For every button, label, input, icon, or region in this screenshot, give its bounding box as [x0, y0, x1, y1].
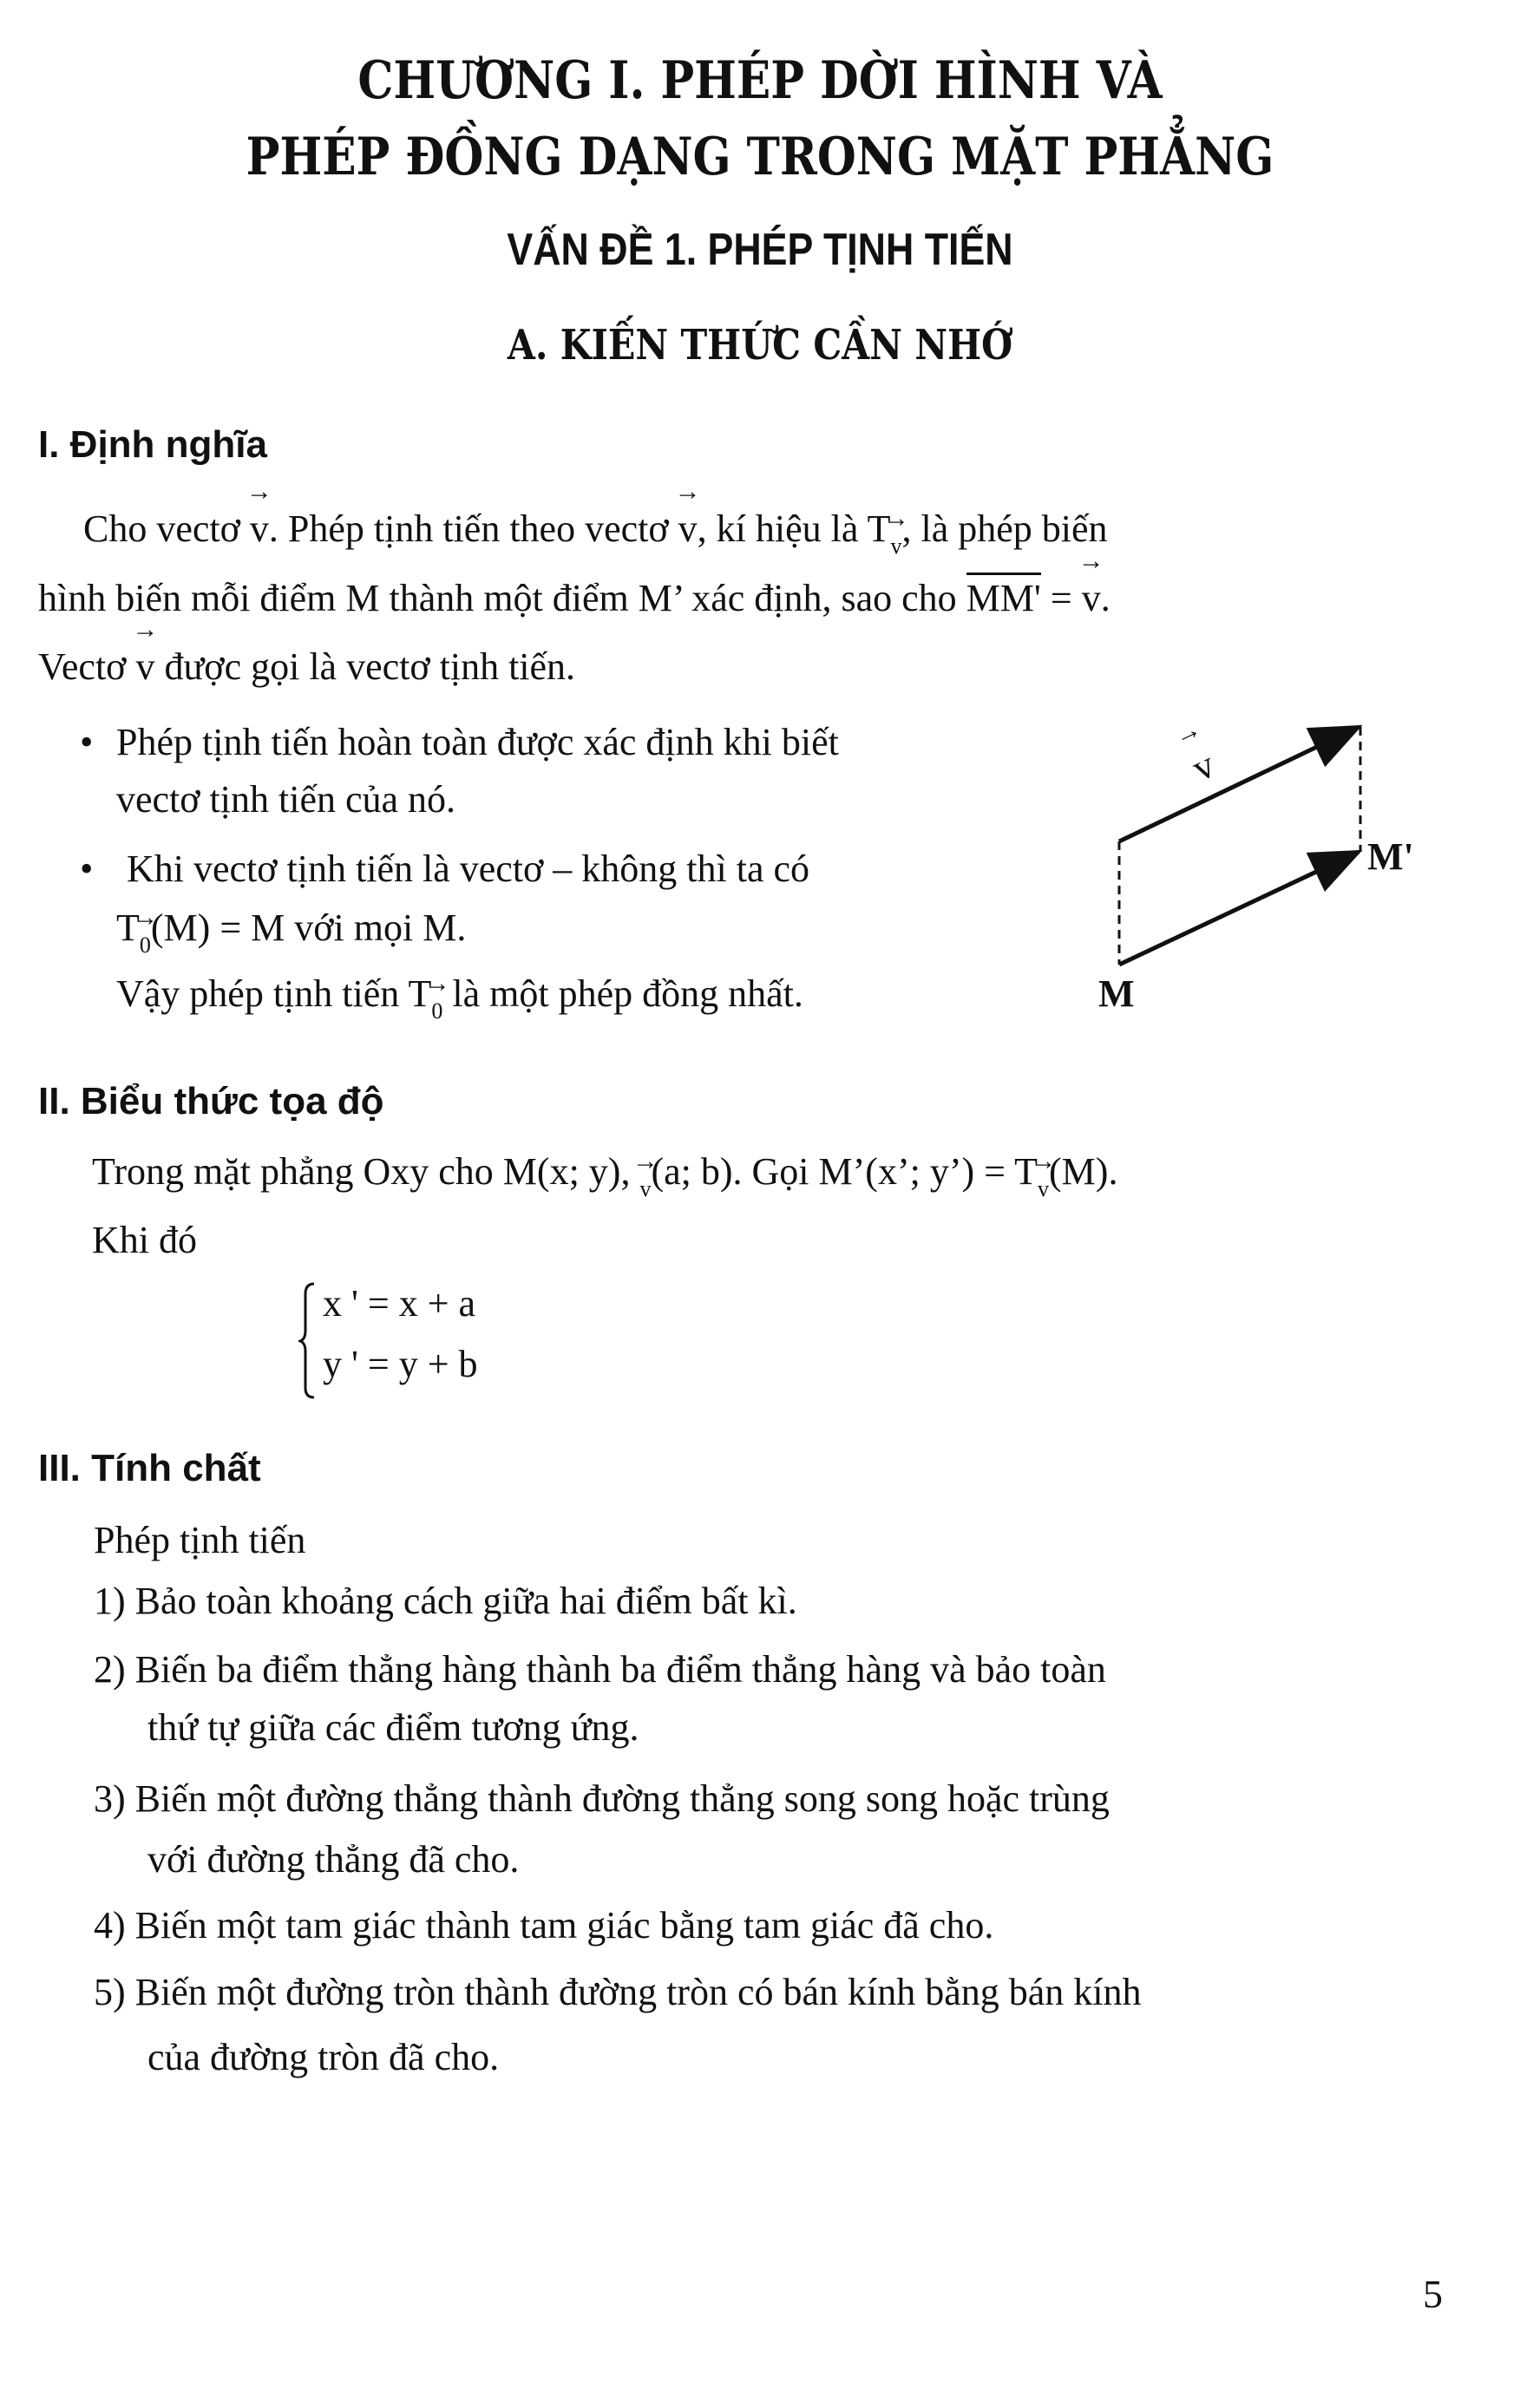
vector-v: → v — [250, 507, 269, 551]
subscript-v: → v — [890, 533, 901, 559]
bullet-icon: • — [80, 847, 94, 890]
symbol-T: T — [116, 906, 140, 949]
text: (M) = M với mọi M. — [150, 906, 467, 949]
section1-heading: I. Định nghĩa — [38, 423, 267, 466]
text: được gọi là vectơ tịnh tiến. — [154, 645, 576, 688]
text: là một phép đồng nhất. — [442, 972, 803, 1015]
text: . — [1100, 577, 1111, 619]
property-1: 1) Bảo toàn khoảng cách giữa hai điểm bất kì. — [94, 1580, 797, 1622]
symbol-T: T — [1014, 1150, 1038, 1193]
subscript-zero: → 0 — [431, 998, 442, 1024]
property-2-line1: 2) Biến ba điểm thẳng hàng thành ba điểm thẳng hàng và bảo toàn — [94, 1648, 1106, 1691]
part-title: A. KIẾN THỨC CẦN NHỚ — [507, 321, 1013, 370]
equation-y: y ' = y + b — [323, 1343, 478, 1385]
problem-title: VẤN ĐỀ 1. PHÉP TỊNH TIẾN — [507, 225, 1013, 275]
property-3-line1: 3) Biến một đường thẳng thành đường thẳng song song hoặc trùng — [94, 1777, 1110, 1820]
vector-MMp-arrow — [1119, 852, 1359, 965]
coordinate-line1 — [92, 1149, 1117, 1202]
text: , là phép biến — [901, 507, 1108, 550]
text: , kí hiệu là — [697, 507, 868, 550]
coordinate-line2: Khi đó — [92, 1219, 197, 1261]
chapter-title-line2: PHÉP ĐỒNG DẠNG TRONG MẶT PHẲNG — [246, 127, 1274, 187]
section2-heading: II. Biểu thức tọa độ — [38, 1080, 384, 1122]
text: . Phép tịnh tiến theo vectơ — [268, 507, 678, 550]
property-5-line2: của đường tròn đã cho. — [147, 2036, 500, 2078]
symbol-T: T — [867, 507, 891, 550]
text: Vậy phép tịnh tiến — [116, 972, 409, 1015]
system-brace-icon — [298, 1282, 316, 1399]
subscript-v: → v — [1038, 1176, 1049, 1202]
property-4: 4) Biến một tam giác thành tam giác bằng tam giác đã cho. — [94, 1904, 994, 1947]
vector-v-arrow — [1119, 727, 1359, 841]
text: Trong mặt phẳng Oxy cho M(x; y), — [92, 1150, 640, 1193]
page-number: 5 — [1423, 2272, 1443, 2316]
equation-x: x ' = x + a — [323, 1282, 476, 1325]
diagram-label-Mprime: M' — [1367, 835, 1414, 878]
vector-v: → v — [135, 645, 154, 689]
text: (M). — [1049, 1150, 1118, 1193]
vector-MM: MM' — [966, 573, 1041, 619]
bullet-icon: • — [80, 721, 94, 763]
bullet2-line1: Khi vectơ tịnh tiến là vectơ – không thì ta có — [127, 847, 810, 890]
text: = — [1040, 577, 1082, 619]
diagram-label-M: M — [1098, 972, 1135, 1015]
chapter-title-line1: CHƯƠNG I. PHÉP DỜI HÌNH VÀ — [357, 50, 1163, 111]
vector-v: → v — [1082, 576, 1101, 620]
vector-v: → v — [1185, 743, 1221, 791]
section3-heading: III. Tính chất — [38, 1447, 261, 1489]
text: hình biến mỗi điểm M thành một điểm M’ xác định, sao cho — [38, 577, 966, 619]
vector-v: → v — [678, 507, 698, 551]
bullet1-line1: Phép tịnh tiến hoàn toàn được xác định khi biết — [116, 721, 839, 763]
property-2-line2: thứ tự giữa các điểm tương ứng. — [147, 1706, 639, 1749]
text: Vectơ — [38, 645, 136, 688]
property-5-line1: 5) Biến một đường tròn thành đường tròn có bán kính bằng bán kính — [94, 1971, 1142, 2013]
vector-v: → v — [639, 1176, 651, 1202]
text: (a; b). Gọi M’(x’; y’) = — [651, 1150, 1015, 1193]
property-3-line2: với đường thẳng đã cho. — [147, 1838, 520, 1881]
bullet1-line2: vectơ tịnh tiến của nó. — [116, 778, 456, 821]
subscript-zero: → 0 — [140, 932, 151, 959]
properties-intro: Phép tịnh tiến — [94, 1519, 306, 1561]
symbol-T: T — [408, 972, 432, 1015]
text: Cho vectơ — [83, 507, 250, 550]
